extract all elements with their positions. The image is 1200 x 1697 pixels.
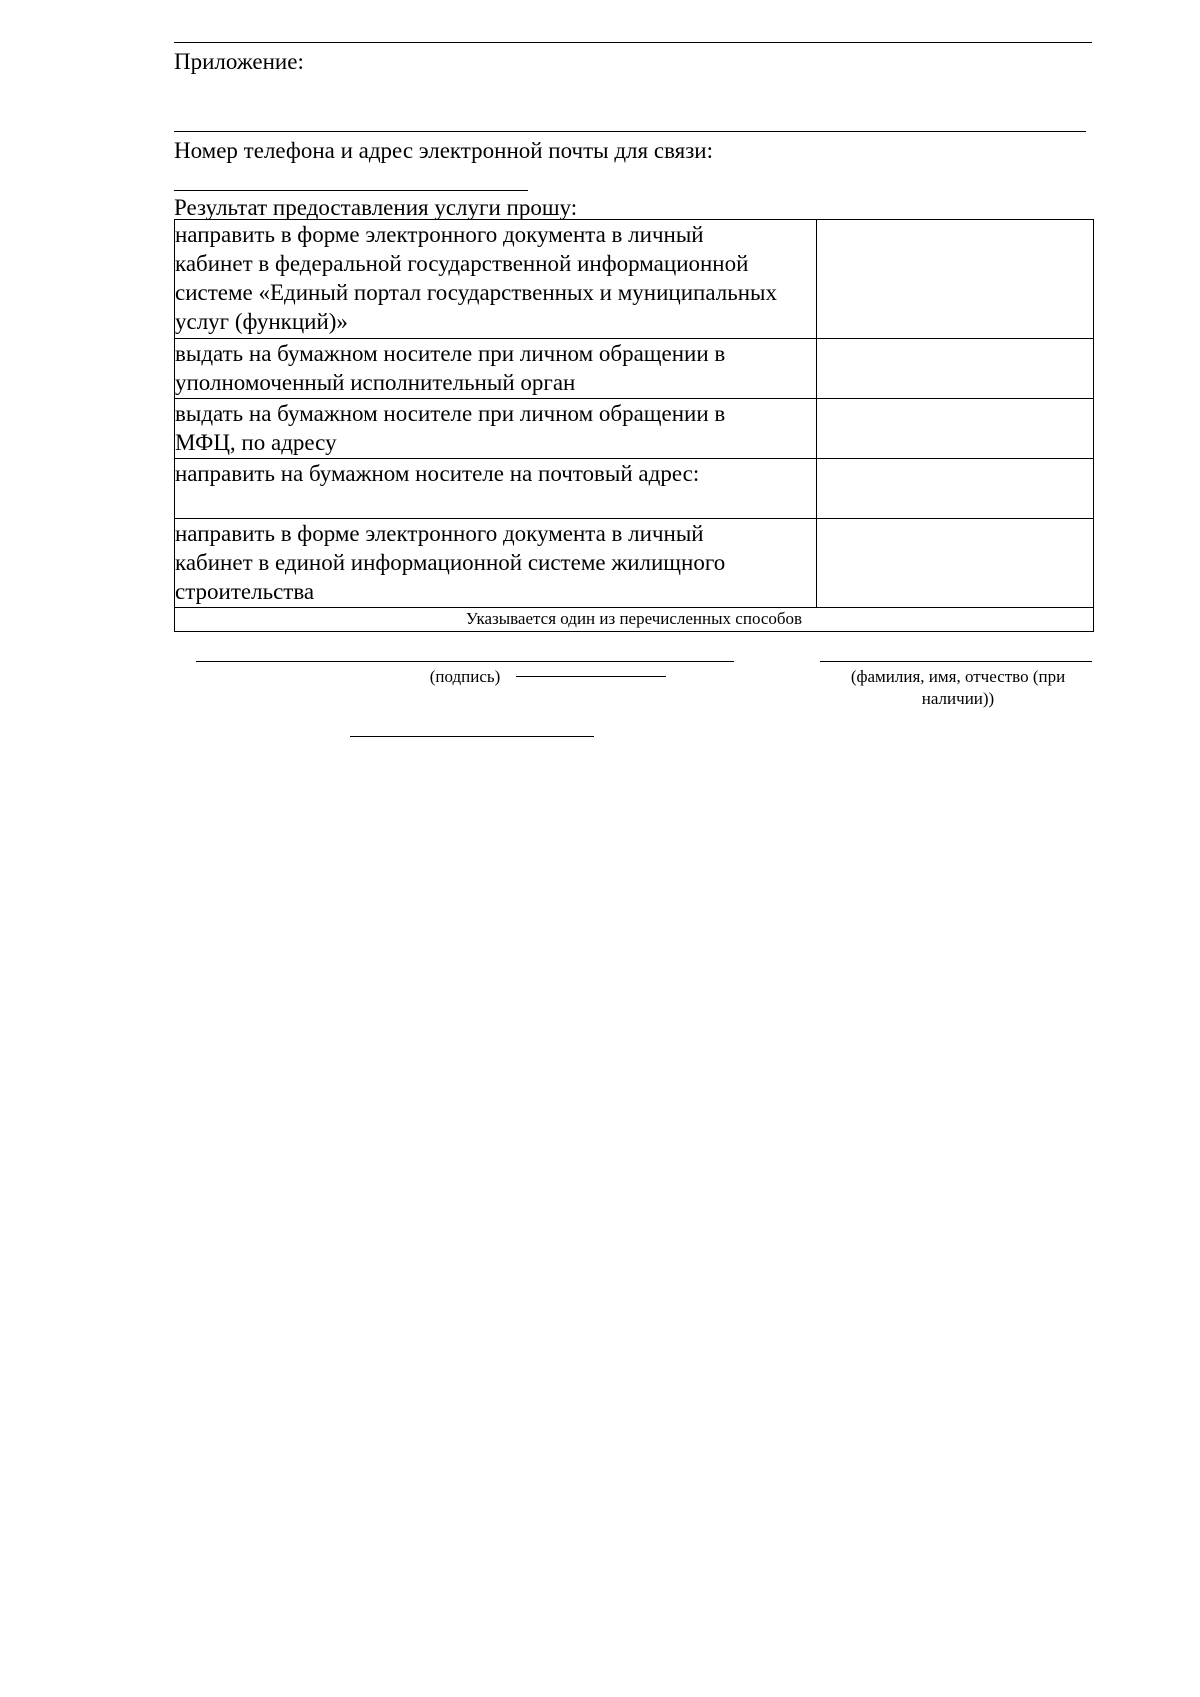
note-row xyxy=(175,608,1094,632)
full-name-caption xyxy=(820,666,1096,710)
selection-note: Указывается один из перечисленных способов xyxy=(175,608,1094,632)
option-row xyxy=(175,459,1094,519)
option-line xyxy=(175,428,816,457)
full-name-caption-line: (фамилия, имя, отчество (при xyxy=(850,667,1066,686)
option-line: направить на бумажном носителе на почтовый адрес: xyxy=(175,461,700,486)
option-row xyxy=(175,339,1094,399)
option-text xyxy=(175,459,817,519)
contact-blank-line xyxy=(174,190,528,191)
option-row xyxy=(175,519,1094,608)
option-row xyxy=(175,220,1094,339)
result-options-table xyxy=(174,219,1094,632)
option-line: системе «Единый портал государственных и муниципальных xyxy=(175,280,777,305)
signature-line xyxy=(196,661,734,662)
option-text xyxy=(175,339,817,399)
option-line: направить в форме электронного документа в личный xyxy=(175,521,704,546)
option-row xyxy=(175,399,1094,459)
option-line: направить в форме электронного документа в личный xyxy=(175,222,704,247)
option-line: услуг (функций)» xyxy=(175,309,348,334)
top-rule xyxy=(174,42,1092,43)
contact-label: Номер телефона и адрес электронной почты для связи: xyxy=(174,138,713,163)
postal-address-blank-line xyxy=(350,736,594,737)
option-mark-cell xyxy=(817,399,1094,459)
option-line: строительства xyxy=(175,579,315,604)
option-text xyxy=(175,519,817,608)
option-mark-cell xyxy=(817,220,1094,339)
attachment-label: Приложение: xyxy=(174,49,304,74)
result-label: Результат предоставления услуги прошу: xyxy=(174,195,578,220)
option-line: выдать на бумажном носителе при личном обращении в xyxy=(175,341,726,366)
option-line-text: МФЦ, по адресу xyxy=(175,430,337,455)
option-line: кабинет в единой информационной системе жилищного xyxy=(175,550,726,575)
option-text xyxy=(175,399,817,459)
option-line: выдать на бумажном носителе при личном обращении в xyxy=(175,401,726,426)
option-mark-cell xyxy=(817,339,1094,399)
full-name-line xyxy=(820,661,1092,662)
attachment-blank-line xyxy=(174,131,1086,132)
option-text xyxy=(175,220,817,339)
option-line: кабинет в федеральной государственной информационной xyxy=(175,251,749,276)
full-name-caption-line: наличии)) xyxy=(921,689,995,708)
option-mark-cell xyxy=(817,519,1094,608)
signature-caption: (подпись) xyxy=(429,667,501,686)
option-mark-cell xyxy=(817,459,1094,519)
option-line: уполномоченный исполнительный орган xyxy=(175,370,576,395)
